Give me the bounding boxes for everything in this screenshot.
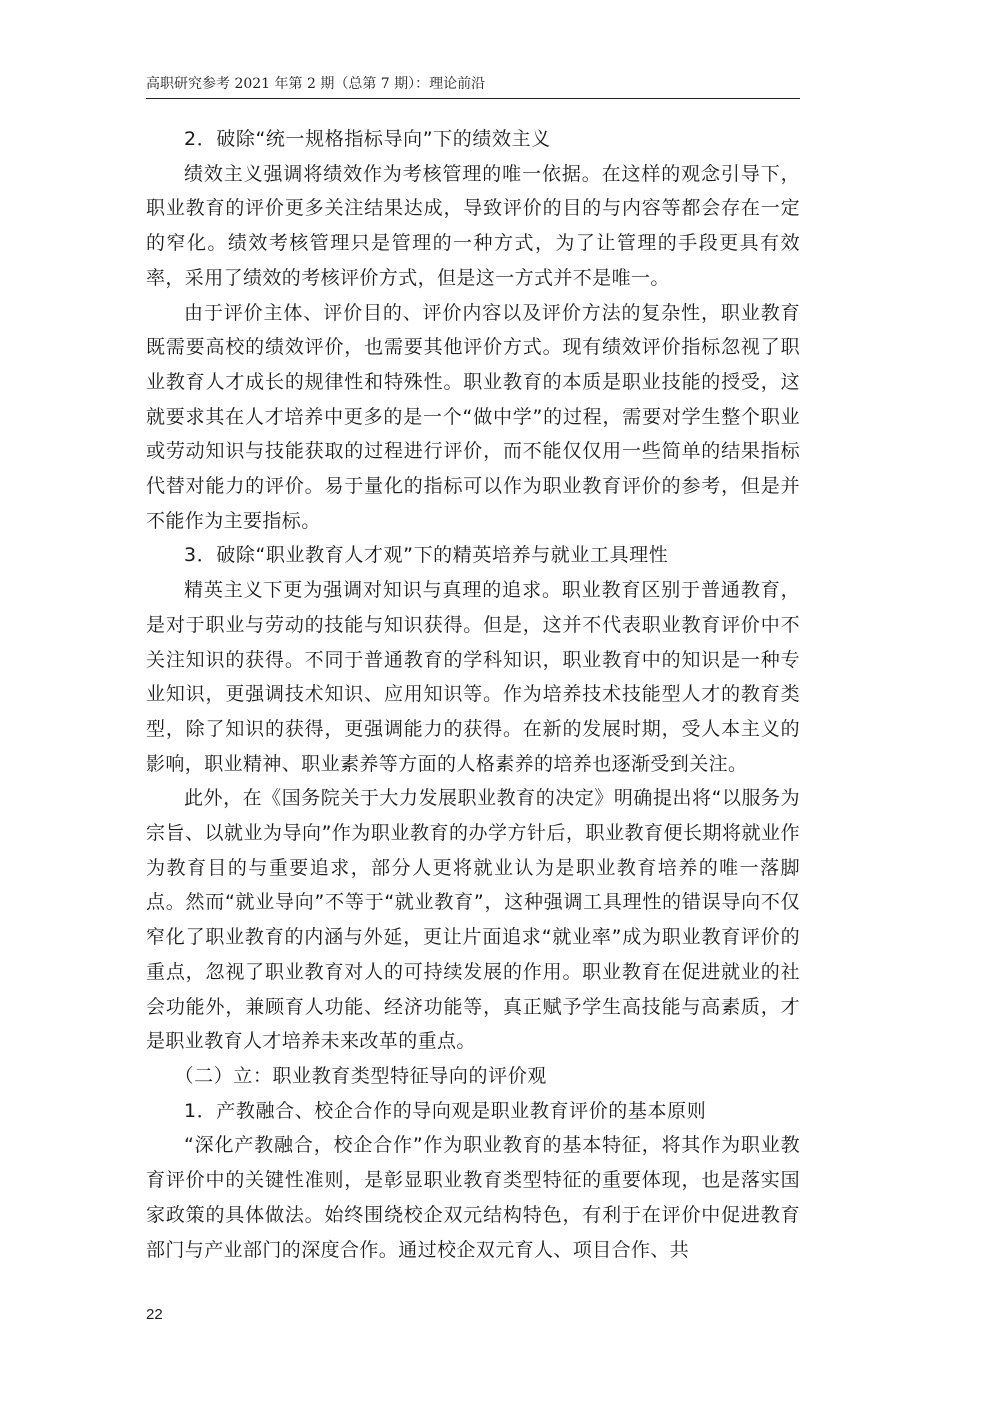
subsection-heading-li: （二）立：职业教育类型特征导向的评价观 bbox=[174, 1064, 547, 1087]
body-paragraph: 由于评价主体、评价目的、评价内容以及评价方法的复杂性，职业教育既需要高校的绩效评价，也需要其他评价方式。现有绩效评价指标忽视了职业教育人才成长的规律性和特殊性。职业教育的本质是职业技能的授受，这就要求其在人才培养中更多的是一个“做中学”的过程，需要对学生整个职业或劳动知识与技能获取的过程进行评价，而不能仅仅用一些简单的结果指标代替对能力的评价。易于量化的指标可以作为职业教育评价的参考，但是并不能作为主要指标。 bbox=[146, 301, 800, 532]
body-paragraph: “深化产教融合，校企合作”作为职业教育的基本特征，将其作为职业教育评价中的关键性准则，是彰显职业教育类型特征的重要体现，也是落实国家政策的具体做法。始终围绕校企双元结构特色，有利于在评价中促进教育部门与产业部门的深度合作。通过校企双元育人、项目合作、共 bbox=[146, 1134, 800, 1261]
body-paragraph: 此外，在《国务院关于大力发展职业教育的决定》明确提出将“以服务为宗旨、以就业为导向”作为职业教育的办学方针后，职业教育便长期将就业作为教育目的与重要追求，部分人更将就业认为是职业教育培养的唯一落脚点。然而“就业导向”不等于“就业教育”，这种强调工具理性的错误导向不仅窄化了职业教育的内涵与外延，更让片面追求“就业率”成为职业教育评价的重点，忽视了职业教育对人的可持续发展的作用。职业教育在促进就业的社会功能外，兼顾育人功能、经济功能等，真正赋予学生高技能与高素质，才是职业教育人才培养未来改革的重点。 bbox=[146, 787, 800, 1053]
body-paragraph: 绩效主义强调将绩效作为考核管理的唯一依据。在这样的观念引导下，职业教育的评价更多关注结果达成，导致评价的目的与内容等都会存在一定的窄化。绩效考核管理只是管理的一种方式，为了让管理的手段更具有效率，采用了绩效的考核评价方式，但是这一方式并不是唯一。 bbox=[146, 162, 800, 289]
running-header-title: 高职研究参考 2021 年第 2 期（总第 7 期）：理论前沿 bbox=[146, 76, 486, 92]
section-heading-1: 1．产教融合、校企合作的导向观是职业教育评价的基本原则 bbox=[184, 1099, 707, 1122]
running-header bbox=[146, 74, 800, 99]
article-body bbox=[146, 122, 800, 1267]
page-number: 22 bbox=[146, 1306, 163, 1323]
section-heading-2: 2．破除“统一规格指标导向”下的绩效主义 bbox=[184, 128, 551, 150]
body-paragraph: 精英主义下更为强调对知识与真理的追求。职业教育区别于普通教育，是对于职业与劳动的技能与知识获得。但是，这并不代表职业教育评价中不关注知识的获得。不同于普通教育的学科知识，职业教育中的知识是一种专业知识，更强调技术知识、应用知识等。作为培养技术技能型人才的教育类型，除了知识的获得，更强调能力的获得。在新的发展时期，受人本主义的影响，职业精神、职业素养等方面的人格素养的培养也逐渐受到关注。 bbox=[146, 579, 800, 775]
section-heading-3: 3．破除“职业教育人才观”下的精英培养与就业工具理性 bbox=[184, 544, 669, 567]
